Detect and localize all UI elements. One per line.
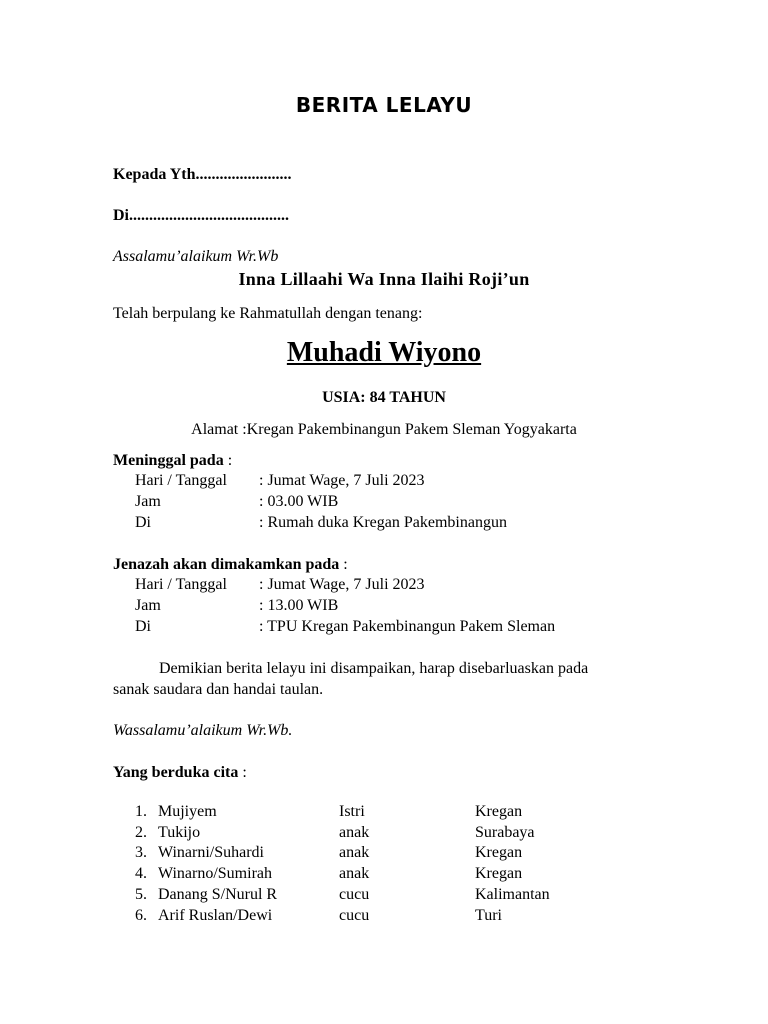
deceased-name: Muhadi Wiyono	[286, 337, 482, 368]
mourners-heading-label: Yang berduka cita	[113, 764, 239, 781]
death-row-value: : Jumat Wage, 7 Juli 2023	[259, 472, 425, 489]
mourners-heading-colon: :	[238, 764, 247, 781]
burial-row-place	[0, 617, 768, 637]
deceased-age: USIA: 84 TAHUN	[322, 389, 446, 406]
intro-text: Telah berpulang ke Rahmatullah dengan tenang:	[113, 305, 423, 322]
mourner-name: Mujiyem	[158, 803, 217, 820]
mourner-relation: anak	[339, 865, 370, 882]
burial-row-label: Di	[135, 618, 151, 635]
mourner-place: Kregan	[475, 803, 523, 820]
burial-row-time	[0, 596, 768, 616]
list-item	[0, 906, 768, 926]
document-title: BERITA LELAYU	[295, 93, 473, 117]
death-row-date	[0, 471, 768, 491]
mourner-number: 5.	[135, 886, 147, 903]
mourner-relation: anak	[339, 824, 370, 841]
farewell: Wassalamu’alaikum Wr.Wb.	[113, 722, 293, 739]
burial-heading-label: Jenazah akan dimakamkan pada	[113, 556, 340, 573]
burial-row-date	[0, 575, 768, 595]
recipient-di: Di........................................	[113, 207, 289, 224]
burial-row-value: : TPU Kregan Pakembinangun Pakem Sleman	[259, 618, 556, 635]
mourner-number: 3.	[135, 844, 147, 861]
mourner-place: Kregan	[475, 865, 523, 882]
mourner-name: Winarni/Suhardi	[158, 844, 264, 861]
deceased-address: Alamat :Kregan Pakembinangun Pakem Sleman Yogyakarta	[191, 421, 577, 438]
death-row-place	[0, 513, 768, 533]
burial-row-value: : 13.00 WIB	[259, 597, 339, 614]
mourner-place: Surabaya	[475, 824, 535, 841]
list-item	[0, 823, 768, 843]
mourner-place: Kregan	[475, 844, 523, 861]
greeting: Assalamu’alaikum Wr.Wb	[113, 248, 279, 265]
mourner-name: Tukijo	[158, 824, 201, 841]
closing-line-2: sanak saudara dan handai taulan.	[113, 681, 324, 698]
mourner-name: Arif Ruslan/Dewi	[158, 907, 273, 924]
death-row-value: : 03.00 WIB	[259, 493, 339, 510]
closing-line-1: Demikian berita lelayu ini disampaikan, harap disebarluaskan pada	[159, 660, 589, 677]
death-heading-label: Meninggal pada	[113, 452, 224, 469]
burial-heading	[113, 555, 348, 575]
list-item	[0, 843, 768, 863]
burial-row-label: Jam	[135, 597, 161, 614]
mourner-number: 2.	[135, 824, 147, 841]
mourner-place: Kalimantan	[475, 886, 550, 903]
burial-row-label: Hari / Tanggal	[135, 576, 227, 593]
mourner-number: 6.	[135, 907, 147, 924]
list-item	[0, 885, 768, 905]
mourner-relation: anak	[339, 844, 370, 861]
mourner-name: Danang S/Nurul R	[158, 886, 278, 903]
mourners-heading	[113, 763, 247, 783]
list-item	[0, 802, 768, 822]
death-row-value: : Rumah duka Kregan Pakembinangun	[259, 514, 507, 531]
mourner-number: 1.	[135, 803, 147, 820]
death-heading	[113, 451, 232, 471]
death-row-label: Hari / Tanggal	[135, 472, 227, 489]
mourner-name: Winarno/Sumirah	[158, 865, 272, 882]
mourner-number: 4.	[135, 865, 147, 882]
list-item	[0, 864, 768, 884]
invocation: Inna Lillaahi Wa Inna Ilaihi Roji’un	[238, 269, 530, 289]
death-row-label: Jam	[135, 493, 161, 510]
death-row-time	[0, 492, 768, 512]
burial-heading-colon: :	[339, 556, 348, 573]
mourner-relation: cucu	[339, 886, 370, 903]
death-row-label: Di	[135, 514, 151, 531]
death-heading-colon: :	[223, 452, 233, 469]
mourner-place: Turi	[475, 907, 502, 924]
mourner-relation: cucu	[339, 907, 370, 924]
recipient-kepada: Kepada Yth........................	[113, 166, 292, 183]
mourner-relation: Istri	[339, 803, 365, 820]
burial-row-value: : Jumat Wage, 7 Juli 2023	[259, 576, 425, 593]
